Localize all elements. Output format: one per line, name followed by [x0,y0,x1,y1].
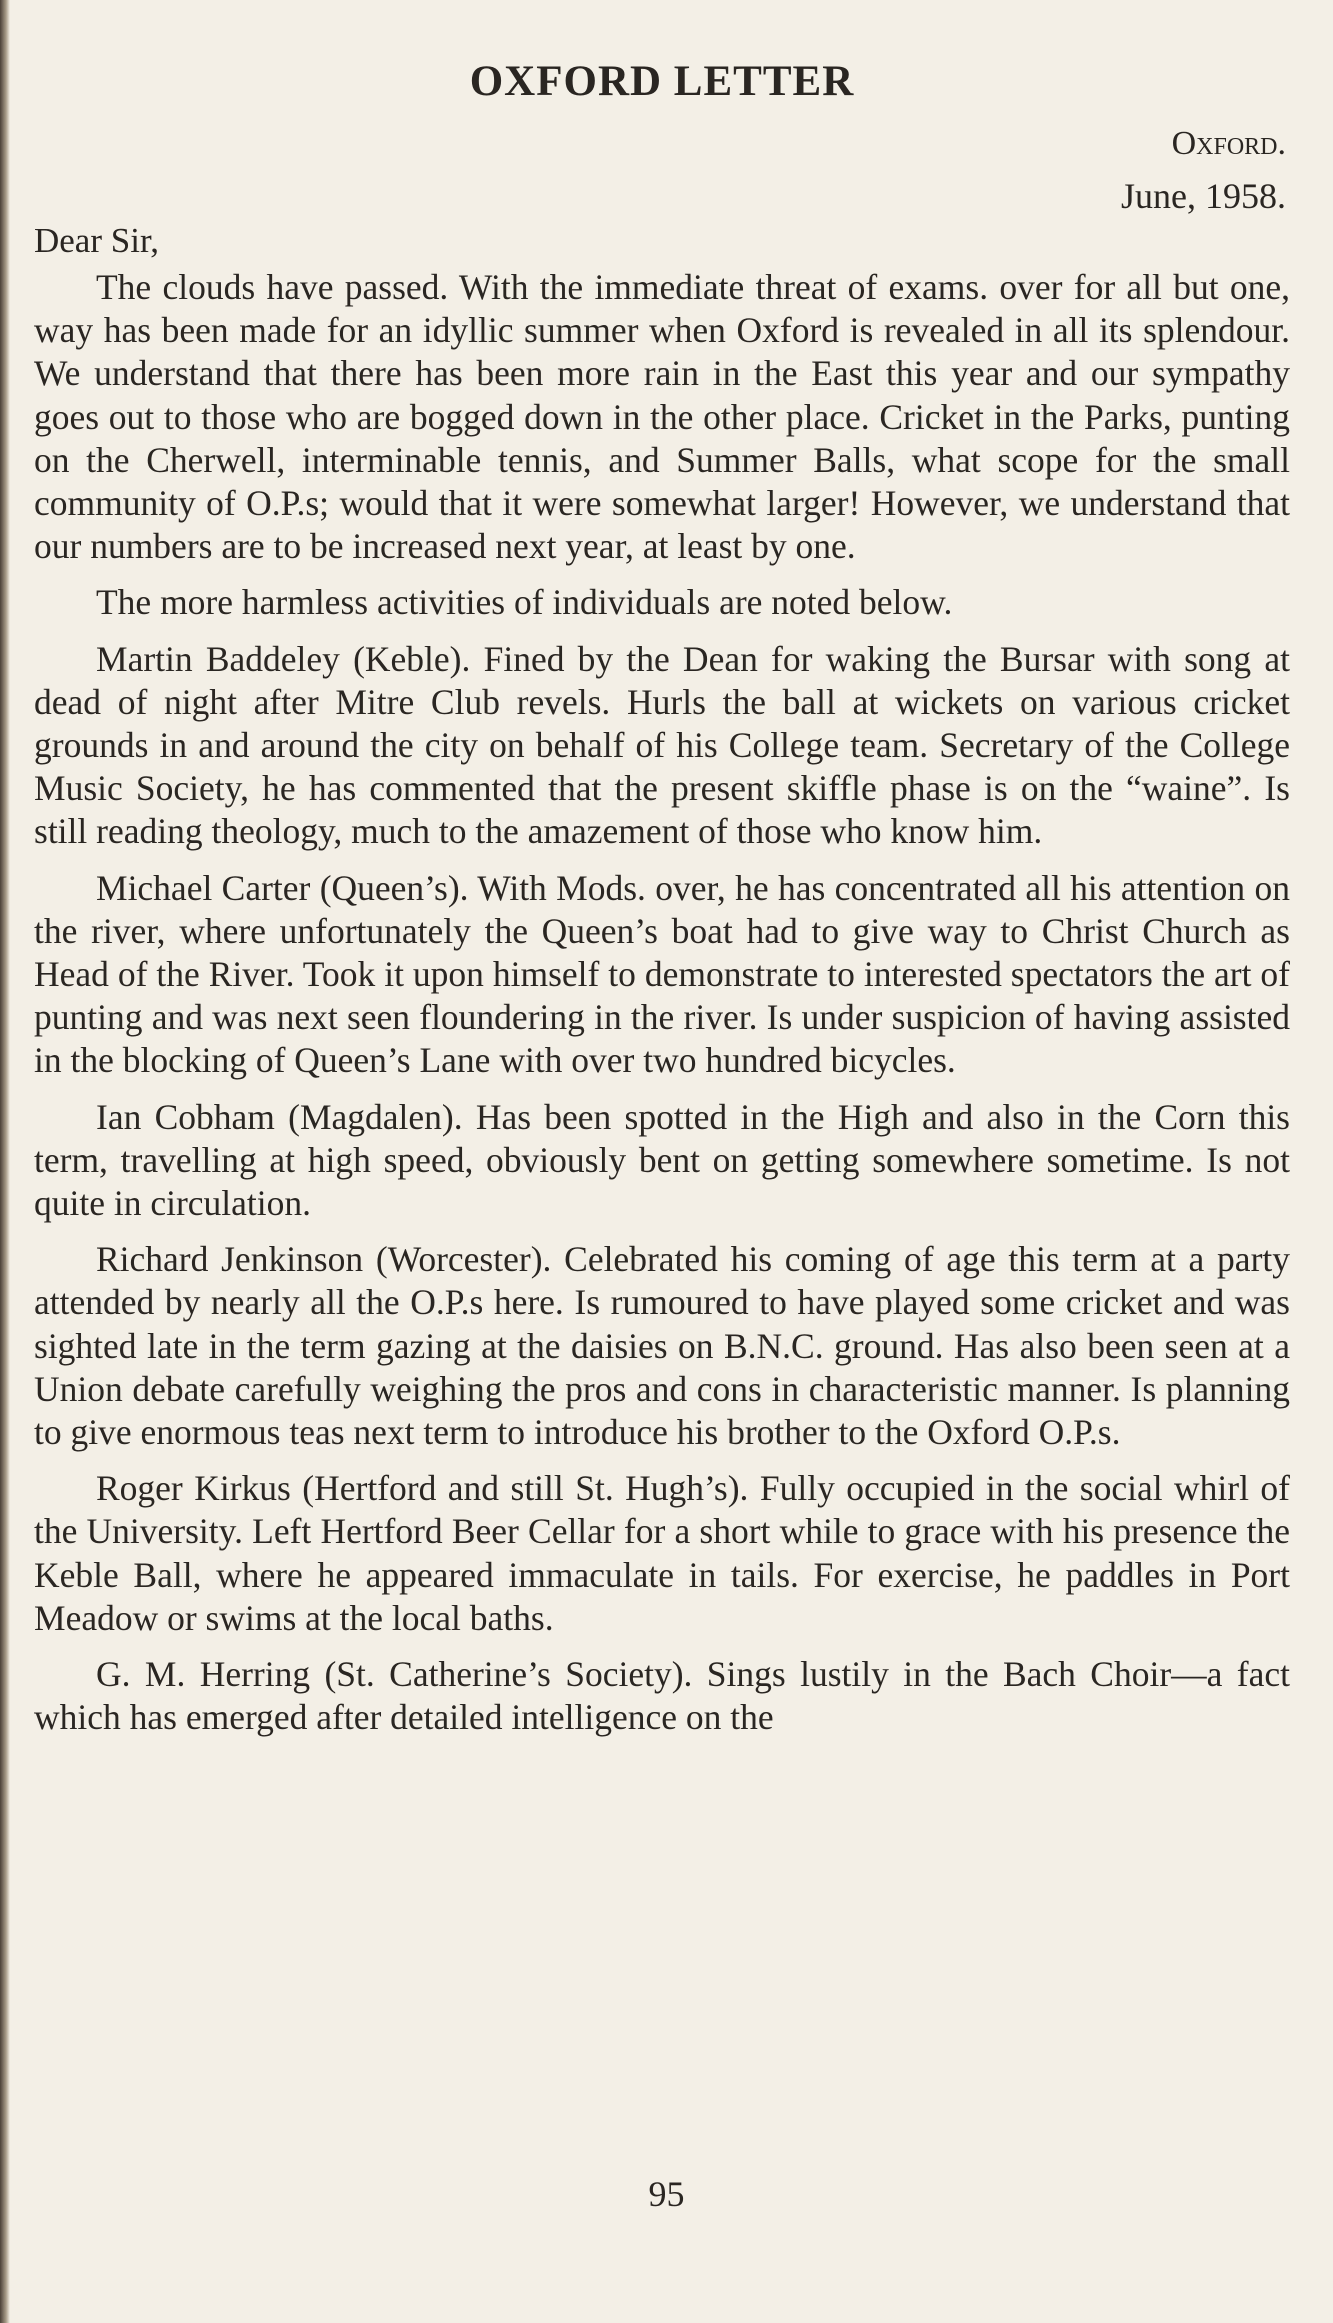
page-title: OXFORD LETTER [469,58,855,105]
place-text: Oxford. [1171,125,1286,162]
salutation: Dear Sir, [34,221,159,260]
paragraph-cobham: Ian Cobham (Magdalen). Has been spotted in the High and also in the Corn this term, travelling at high speed, obviously bent on getting somewhere sometime. Is not quite in circulation. [34,1096,1290,1224]
page-edge-shadow [0,0,10,2323]
paragraph-jenkinson: Richard Jenkinson (Worcester). Celebrated his coming of age this term at a party attended by nearly all the O.P.s here. Is rumoured to have played some cricket and was sighted late in the term gazing at the daisies on B.N.C. ground. Has also been seen at a Union debate carefully weighing the pros and cons in characteristic manner. Is planning to give enormous teas next term to introduce his brother to the Oxford O.P.s. [34,1239,1290,1453]
paragraph-herring: G. M. Herring (St. Catherine’s Society). Sings lustily in the Bach Choir—a fact which has emerged after detailed intelligence on the [34,1654,1290,1738]
paragraph-intro: The clouds have passed. With the immediate threat of exams. over for all but one, way has been made for an idyllic summer when Oxford is revealed in all its splendour. We understand that there has been more rain in the East this year and our sympathy goes out to those who are bogged down in the other place. Cricket in the Parks, punting on the Cherwell, interminable tennis, and Summer Balls, what scope for the small community of O.P.s; would that it were somewhat larger! However, we understand that our numbers are to be increased next year, at least by one. [34,267,1290,567]
date-line: June, 1958. [1121,176,1286,216]
paragraph-kirkus: Roger Kirkus (Hertford and still St. Hugh’s). Fully occupied in the social whirl of the University. Left Hertford Beer Cellar for a short while to grace with his presence the Keble Ball, where he appeared immaculate in tails. For exercise, he paddles in Port Meadow or swims at the local baths. [34,1468,1290,1638]
paragraph-carter: Michael Carter (Queen’s). With Mods. over, he has concentrated all his attention on the river, where unfortunately the Queen’s boat had to give way to Christ Church as Head of the River. Took it upon himself to demonstrate to interested spectators the art of punting and was next seen floundering in the river. Is under suspicion of having assisted in the blocking of Queen’s Lane with over two hundred bicycles. [34,867,1290,1081]
paragraph-activities: The more harmless activities of individuals are noted below. [96,582,953,623]
place-line [34,122,1286,166]
page-number: 95 [648,2174,685,2214]
paragraph-baddeley: Martin Baddeley (Keble). Fined by the Dean for waking the Bursar with song at dead of night after Mitre Club revels. Hurls the ball at wickets on various cricket grounds in and around the city on behalf of his College team. Secretary of the College Music Society, he has commented that the present skiffle phase is on the “waine”. Is still reading theology, much to the amazement of those who know him. [34,638,1290,852]
document-page [34,56,1290,1753]
